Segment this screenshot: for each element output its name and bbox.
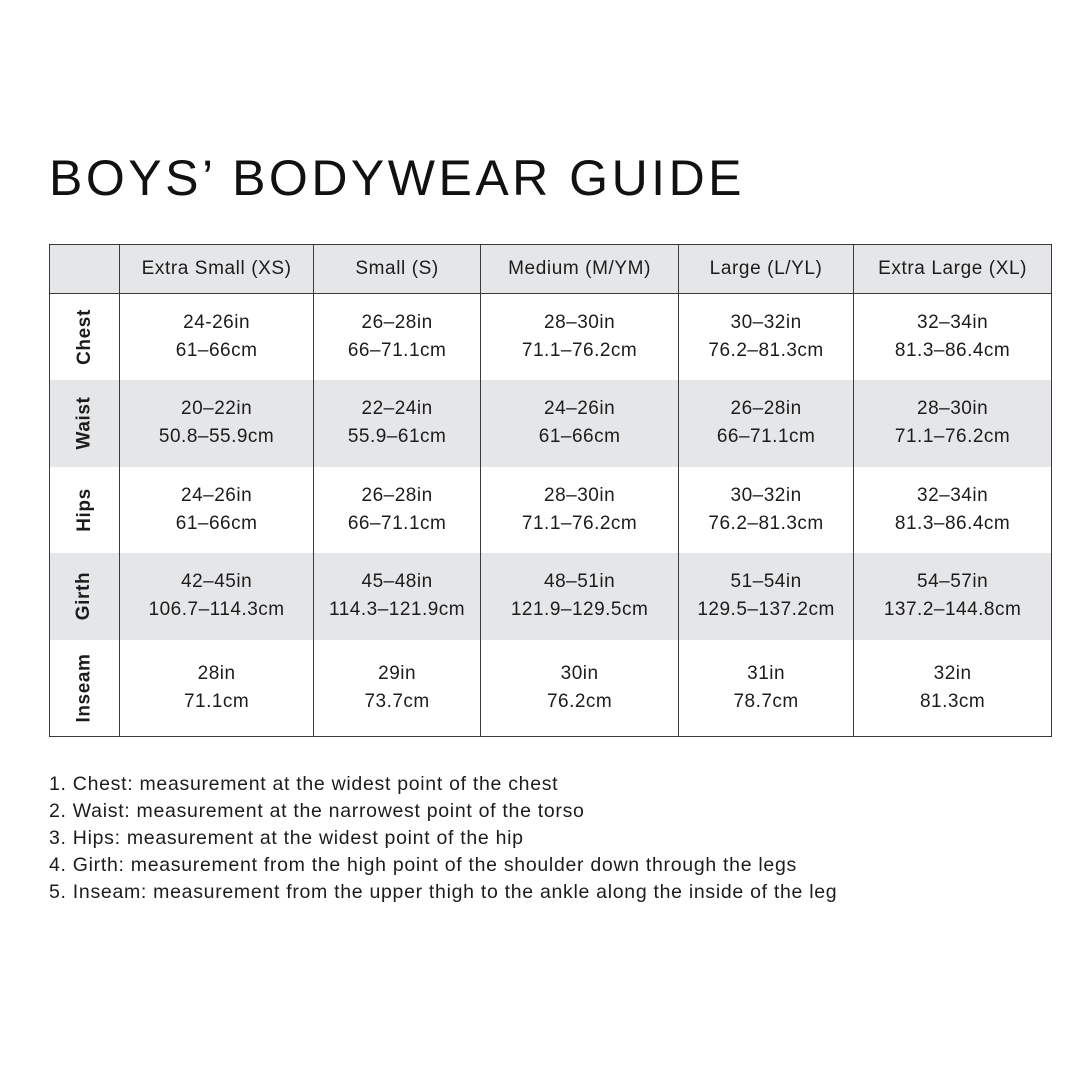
inches-value: 54–57in <box>917 571 989 592</box>
note-girth: 4. Girth: measurement from the high point of the shoulder down through the legs <box>49 854 797 876</box>
inches-value: 29in <box>378 662 417 684</box>
inches-value: 28–30in <box>544 311 616 333</box>
inches-value: 24–26in <box>181 484 253 506</box>
corner-cell <box>50 245 120 294</box>
inches-value: 30–32in <box>730 311 802 333</box>
note-hips: 3. Hips: measurement at the widest point of the hip <box>49 827 524 849</box>
table-cell <box>481 640 679 737</box>
table-cell <box>314 294 481 380</box>
row-label-cell <box>50 467 120 553</box>
table-cell <box>679 294 854 380</box>
inches-value: 45–48in <box>361 571 433 592</box>
inches-value: 24–26in <box>544 398 616 419</box>
table-cell <box>854 467 1052 553</box>
table-cell <box>679 553 854 640</box>
table-cell <box>314 553 481 640</box>
inches-value: 32in <box>933 662 972 684</box>
row-label-cell <box>50 553 120 640</box>
inches-value: 48–51in <box>544 571 616 592</box>
centimeters-value: 66–71.1cm <box>347 339 447 361</box>
note-waist: 2. Waist: measurement at the narrowest point of the torso <box>49 800 585 822</box>
row-label-chest: Chest <box>73 308 95 365</box>
inches-value: 26–28in <box>730 398 802 419</box>
table-cell <box>314 380 481 467</box>
column-header-xl: Extra Large (XL) <box>854 245 1052 294</box>
inches-value: 28–30in <box>544 484 616 506</box>
inches-value: 32–34in <box>917 484 989 506</box>
centimeters-value: 114.3–121.9cm <box>329 599 466 620</box>
table-cell <box>481 467 679 553</box>
row-label-waist: Waist <box>73 396 95 450</box>
size-chart-table <box>49 244 1052 737</box>
table-cell <box>314 467 481 553</box>
centimeters-value: 71.1cm <box>183 690 250 712</box>
centimeters-value: 81.3–86.4cm <box>894 339 1011 361</box>
table-cell <box>120 467 314 553</box>
centimeters-value: 61–66cm <box>175 339 258 361</box>
row-label-inseam: Inseam <box>73 653 95 723</box>
centimeters-value: 81.3–86.4cm <box>894 512 1011 534</box>
table-row-inseam <box>50 640 1052 737</box>
centimeters-value: 137.2–144.8cm <box>883 599 1022 620</box>
table-cell <box>120 380 314 467</box>
inches-value: 26–28in <box>361 484 433 506</box>
table-cell <box>120 294 314 380</box>
page-title: BOYS’ BODYWEAR GUIDE <box>49 150 746 206</box>
column-header-xs: Extra Small (XS) <box>120 245 314 294</box>
inches-value: 42–45in <box>181 571 253 592</box>
centimeters-value: 121.9–129.5cm <box>510 599 649 620</box>
centimeters-value: 81.3cm <box>919 690 986 712</box>
row-label-hips: Hips <box>73 487 95 532</box>
inches-value: 30in <box>560 662 599 684</box>
centimeters-value: 73.7cm <box>364 690 430 712</box>
centimeters-value: 76.2–81.3cm <box>708 512 824 534</box>
inches-value: 31in <box>747 662 786 684</box>
inches-value: 26–28in <box>361 311 433 333</box>
inches-value: 51–54in <box>730 571 802 592</box>
centimeters-value: 71.1–76.2cm <box>521 339 638 361</box>
table-cell <box>120 640 314 737</box>
centimeters-value: 50.8–55.9cm <box>158 426 275 447</box>
table-row-waist <box>50 380 1052 467</box>
table-cell <box>120 553 314 640</box>
table-cell <box>854 640 1052 737</box>
inches-value: 24-26in <box>183 311 251 333</box>
centimeters-value: 66–71.1cm <box>716 426 816 447</box>
table-row-hips <box>50 467 1052 553</box>
centimeters-value: 76.2cm <box>546 690 613 712</box>
row-label-girth: Girth <box>73 571 95 621</box>
centimeters-value: 71.1–76.2cm <box>521 512 638 534</box>
centimeters-value: 55.9–61cm <box>347 426 447 447</box>
inches-value: 28–30in <box>917 398 989 419</box>
centimeters-value: 61–66cm <box>538 426 621 447</box>
inches-value: 30–32in <box>730 484 802 506</box>
table-cell <box>854 294 1052 380</box>
inches-value: 32–34in <box>917 311 989 333</box>
column-header-l: Large (L/YL) <box>679 245 854 294</box>
centimeters-value: 78.7cm <box>733 690 799 712</box>
table-row-chest <box>50 294 1052 380</box>
row-label-cell <box>50 640 120 737</box>
table-cell <box>679 380 854 467</box>
centimeters-value: 129.5–137.2cm <box>697 599 835 620</box>
table-cell <box>481 553 679 640</box>
table-cell <box>854 553 1052 640</box>
note-chest: 1. Chest: measurement at the widest point of the chest <box>49 773 559 795</box>
inches-value: 28in <box>197 662 236 684</box>
table-cell <box>314 640 481 737</box>
table-cell <box>481 294 679 380</box>
table-cell <box>481 380 679 467</box>
table-cell <box>854 380 1052 467</box>
note-inseam: 5. Inseam: measurement from the upper thigh to the ankle along the inside of the leg <box>49 881 838 903</box>
inches-value: 20–22in <box>181 398 253 419</box>
header-row <box>50 245 1052 294</box>
row-label-cell <box>50 294 120 380</box>
centimeters-value: 66–71.1cm <box>347 512 447 534</box>
column-header-m: Medium (M/YM) <box>481 245 679 294</box>
centimeters-value: 61–66cm <box>175 512 258 534</box>
table-cell <box>679 640 854 737</box>
table-row-girth <box>50 553 1052 640</box>
centimeters-value: 76.2–81.3cm <box>708 339 824 361</box>
centimeters-value: 106.7–114.3cm <box>148 599 285 620</box>
column-header-s: Small (S) <box>314 245 481 294</box>
centimeters-value: 71.1–76.2cm <box>894 426 1011 447</box>
row-label-cell <box>50 380 120 467</box>
measurement-notes <box>49 771 837 906</box>
inches-value: 22–24in <box>361 398 433 419</box>
table-cell <box>679 467 854 553</box>
